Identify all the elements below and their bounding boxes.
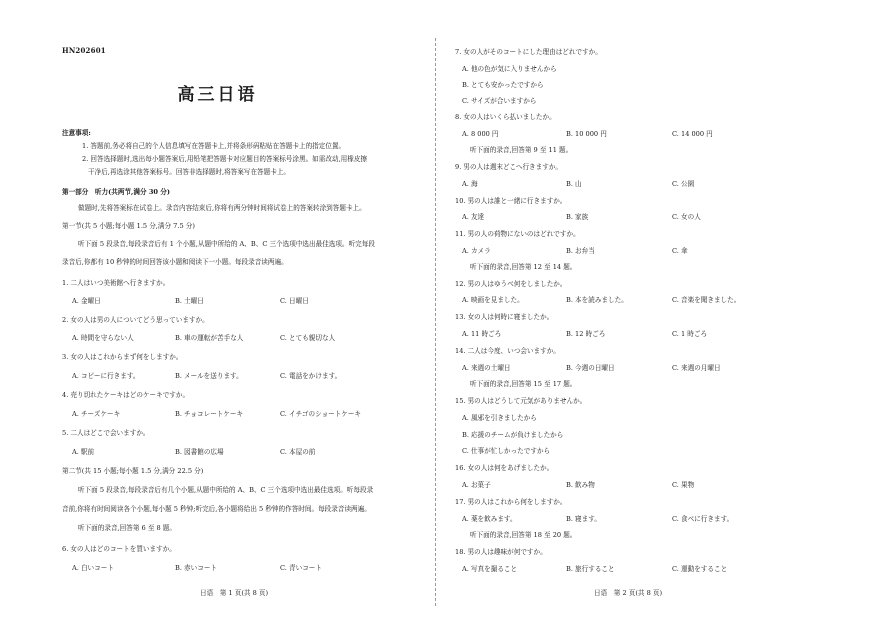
q8-option-c: C. 14 000 円 bbox=[672, 130, 713, 138]
q4-option-b: B. チョコレートケーキ bbox=[175, 410, 244, 418]
q3-option-c: C. 電話をかけます。 bbox=[280, 372, 342, 380]
q18-option-c: C. 運動をすること bbox=[672, 565, 728, 573]
q3-option-b: B. メールを送ります。 bbox=[175, 372, 243, 380]
note-item-2b: 干净后,再选涂其他答案标号。回答非选择题时,将答案写在答题卡上。 bbox=[88, 168, 291, 176]
q3-option-a: A. コピーに行きます。 bbox=[72, 372, 140, 380]
q9-option-c: C. 公園 bbox=[672, 180, 695, 188]
question-18: 18. 男の人は趣味が何ですか。 bbox=[455, 548, 547, 556]
page-divider bbox=[435, 38, 436, 606]
q13-option-c: C. 1 時ごろ bbox=[672, 330, 708, 338]
q15-option-a: A. 風邪を引きましたから bbox=[462, 414, 537, 422]
q16-option-b: B. 飲み物 bbox=[566, 481, 595, 489]
question-10: 10. 男の人は誰と一緒に行きますか。 bbox=[455, 197, 567, 205]
q15-option-c: C. 仕事が忙しかったですから bbox=[462, 447, 551, 455]
q4-option-a: A. チーズケーキ bbox=[72, 410, 121, 418]
question-16: 16. 女の人は何をあげましたか。 bbox=[455, 464, 554, 472]
q2-option-a: A. 時間を守らない人 bbox=[72, 334, 134, 342]
section1-heading: 第一节(共 5 小题;每小题 1.5 分,满分 7.5 分) bbox=[62, 222, 195, 230]
q10-option-a: A. 友達 bbox=[462, 213, 485, 221]
q7-option-c: C. サイズが合いますから bbox=[462, 97, 537, 105]
question-3: 3. 女の人はこれからまず何をしますか。 bbox=[62, 353, 183, 361]
question-2: 2. 女の人は男の人についてどう思っていますか。 bbox=[62, 316, 209, 324]
question-6: 6. 女の人はどのコートを買いますか。 bbox=[62, 545, 176, 553]
q10-option-b: B. 家族 bbox=[566, 213, 589, 221]
question-1: 1. 二人はいつ美術館へ行きますか。 bbox=[62, 279, 170, 287]
section2-intro-1: 听下面 5 段录音,每段录音后有几个小题,从题中所给的 A、B、C 三个选项中选出最佳选项。听每段录 bbox=[78, 486, 374, 494]
q8-option-b: B. 10 000 円 bbox=[566, 130, 607, 138]
q5-option-b: B. 図書館の広場 bbox=[175, 448, 224, 456]
question-13: 13. 女の人は何時に寝ましたか。 bbox=[455, 313, 554, 321]
q15-option-b: B. 応援のチームが負けましたから bbox=[462, 431, 564, 439]
section2-listen-6-8: 听下面的录音,回答第 6 至 8 题。 bbox=[78, 524, 176, 532]
note-item-1: 1. 答题前,务必将自己的个人信息填写在答题卡上,并将条形码粘贴在答题卡上的指定位置。 bbox=[82, 142, 346, 150]
listen-12-14: 听下面的录音,回答第 12 至 14 题。 bbox=[470, 263, 577, 271]
q5-option-c: C. 本屋の前 bbox=[280, 448, 316, 456]
q14-option-b: B. 今週の日曜日 bbox=[566, 364, 615, 372]
q1-option-c: C. 日曜日 bbox=[280, 297, 309, 305]
q13-option-a: A. 11 時ごろ bbox=[462, 330, 502, 338]
question-12: 12. 男の人はゆうべ何をしましたか。 bbox=[455, 280, 567, 288]
question-17: 17. 男の人はこれから何をしますか。 bbox=[455, 498, 567, 506]
section2-heading: 第二节(共 15 小题;每小题 1.5 分,满分 22.5 分) bbox=[62, 467, 204, 475]
paper-code: HN202601 bbox=[62, 46, 106, 55]
q14-option-c: C. 来週の月曜日 bbox=[672, 364, 721, 372]
question-4: 4. 売り切れたケーキはどのケーキですか。 bbox=[62, 391, 190, 399]
listen-9-11: 听下面的录音,回答第 9 至 11 题。 bbox=[470, 146, 573, 154]
q6-option-a: A. 白いコート bbox=[72, 564, 114, 572]
question-11: 11. 男の人の荷物にないのはどれですか。 bbox=[455, 230, 580, 238]
part1-intro: 做题时,先将答案标在试卷上。录音内容结束后,你将有两分钟时间将试卷上的答案转涂到答题卡上。 bbox=[78, 204, 366, 212]
q8-option-a: A. 8 000 円 bbox=[462, 130, 499, 138]
question-8: 8. 女の人はいくら払いましたか。 bbox=[455, 113, 556, 121]
q14-option-a: A. 来週の土曜日 bbox=[462, 364, 511, 372]
q12-option-b: B. 本を読みました。 bbox=[566, 296, 628, 304]
q9-option-a: A. 海 bbox=[462, 180, 478, 188]
q10-option-c: C. 女の人 bbox=[672, 213, 701, 221]
q17-option-c: C. 食べに行きます。 bbox=[672, 515, 734, 523]
q1-option-a: A. 金曜日 bbox=[72, 297, 101, 305]
q18-option-b: B. 旅行すること bbox=[566, 565, 615, 573]
note-item-2a: 2. 回答选择题时,选出每小题答案后,用铅笔把答题卡对应题目的答案标号涂黑。如需改动,用橡皮擦 bbox=[82, 155, 368, 163]
question-9: 9. 男の人は週末どこへ行きますか。 bbox=[455, 163, 563, 171]
question-14: 14. 二人は今度、いつ会いますか。 bbox=[455, 347, 560, 355]
section1-intro-2: 录音后,你都有 10 秒钟的时间回答该小题和阅读下一小题。每段录音读两遍。 bbox=[62, 258, 288, 266]
q12-option-c: C. 音楽を聞きました。 bbox=[672, 296, 741, 304]
question-7: 7. 女の人がそのコートにした理由はどれですか。 bbox=[455, 48, 602, 56]
question-5: 5. 二人はどこで会いますか。 bbox=[62, 429, 150, 437]
q11-option-a: A. カメラ bbox=[462, 247, 491, 255]
q7-option-a: A. 他の色が気に入りませんから bbox=[462, 65, 557, 73]
q17-option-a: A. 薬を飲みます。 bbox=[462, 515, 517, 523]
q1-option-b: B. 土曜日 bbox=[175, 297, 204, 305]
q5-option-a: A. 駅前 bbox=[72, 448, 95, 456]
q9-option-b: B. 山 bbox=[566, 180, 582, 188]
section2-intro-2: 音前,你将有时间阅读各个小题,每小题 5 秒钟;听完后,各小题将给出 5 秒钟的作答时间。每段录音读两遍。 bbox=[62, 505, 371, 513]
q6-option-b: B. 赤いコート bbox=[175, 564, 218, 572]
footer-right: 日语 第 2 页(共 8 页) bbox=[594, 589, 663, 597]
q6-option-c: C. 青いコート bbox=[280, 564, 322, 572]
q18-option-a: A. 写真を撮ること bbox=[462, 565, 518, 573]
q16-option-a: A. お菓子 bbox=[462, 481, 491, 489]
q7-option-b: B. とても安かったですから bbox=[462, 81, 544, 89]
listen-18-20: 听下面的录音,回答第 18 至 20 题。 bbox=[470, 531, 577, 539]
q16-option-c: C. 果物 bbox=[672, 481, 695, 489]
part1-heading: 第一部分 听力(共两节,满分 30 分) bbox=[62, 188, 171, 196]
q11-option-c: C. 傘 bbox=[672, 247, 688, 255]
q4-option-c: C. イチゴのショートケーキ bbox=[280, 410, 362, 418]
page-title: 高三日语 bbox=[177, 85, 258, 105]
q2-option-b: B. 車の運転が苦手な人 bbox=[175, 334, 244, 342]
footer-left: 日语 第 1 页(共 8 页) bbox=[200, 589, 269, 597]
question-15: 15. 男の人はどうして元気がありませんか。 bbox=[455, 397, 587, 405]
section1-intro-1: 听下面 5 段录音,每段录音后有 1 个小题,从题中所给的 A、B、C 三个选项中选出最佳选项。听完每段 bbox=[78, 240, 375, 248]
q11-option-b: B. お弁当 bbox=[566, 247, 595, 255]
notes-heading: 注意事项: bbox=[62, 129, 91, 137]
q2-option-c: C. とても親切な人 bbox=[280, 334, 336, 342]
listen-15-17: 听下面的录音,回答第 15 至 17 题。 bbox=[470, 380, 577, 388]
q12-option-a: A. 映画を見ました。 bbox=[462, 296, 524, 304]
q17-option-b: B. 寝ます。 bbox=[566, 515, 601, 523]
q13-option-b: B. 12 時ごろ bbox=[566, 330, 606, 338]
